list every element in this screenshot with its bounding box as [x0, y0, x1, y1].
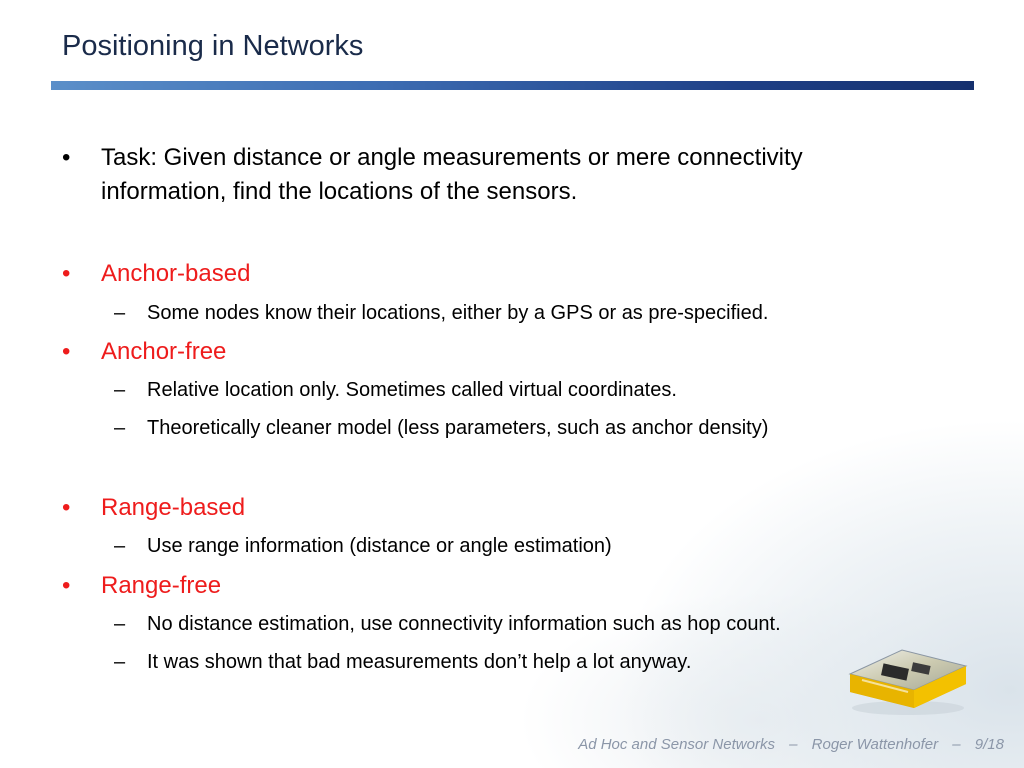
footer-course: Ad Hoc and Sensor Networks	[578, 736, 775, 753]
bullet-marker: •	[62, 494, 71, 521]
dash-marker: –	[114, 535, 126, 557]
footer-separator: –	[789, 736, 798, 753]
bullet-marker: •	[62, 338, 71, 365]
dash-marker: –	[114, 379, 126, 401]
bullet-marker: •	[62, 144, 71, 171]
slide-title: Positioning in Networks	[62, 30, 364, 62]
slide-footer	[578, 736, 1004, 753]
sub-item-text: Some nodes know their locations, either by a GPS or as pre-specified.	[147, 302, 769, 324]
anchor-based-label: Anchor-based	[101, 260, 251, 287]
dash-marker: –	[114, 417, 126, 439]
dash-marker: –	[114, 302, 126, 324]
dash-marker: –	[114, 651, 126, 673]
range-free-label: Range-free	[101, 572, 222, 599]
range-based-label: Range-based	[101, 494, 246, 521]
task-text-line2: information, find the locations of the sensors.	[101, 178, 578, 205]
sub-item-text: Relative location only. Sometimes called virtual coordinates.	[147, 379, 677, 401]
sub-item-text: Use range information (distance or angle estimation)	[147, 535, 612, 557]
footer-separator: –	[952, 736, 961, 753]
footer-page-number: 9/18	[974, 736, 1004, 753]
sub-item-text: No distance estimation, use connectivity information such as hop count.	[147, 613, 781, 635]
sub-item-text: It was shown that bad measurements don’t help a lot anyway.	[147, 651, 692, 673]
bullet-marker: •	[62, 572, 71, 599]
bullet-marker: •	[62, 260, 71, 287]
footer-author: Roger Wattenhofer	[811, 736, 939, 753]
dash-marker: –	[114, 613, 126, 635]
sub-item-text: Theoretically cleaner model (less parameters, such as anchor density)	[147, 417, 769, 439]
task-text-line1: Task: Given distance or angle measurements or mere connectivity	[101, 144, 803, 171]
anchor-free-label: Anchor-free	[101, 338, 227, 365]
sensor-node-image	[842, 636, 970, 716]
